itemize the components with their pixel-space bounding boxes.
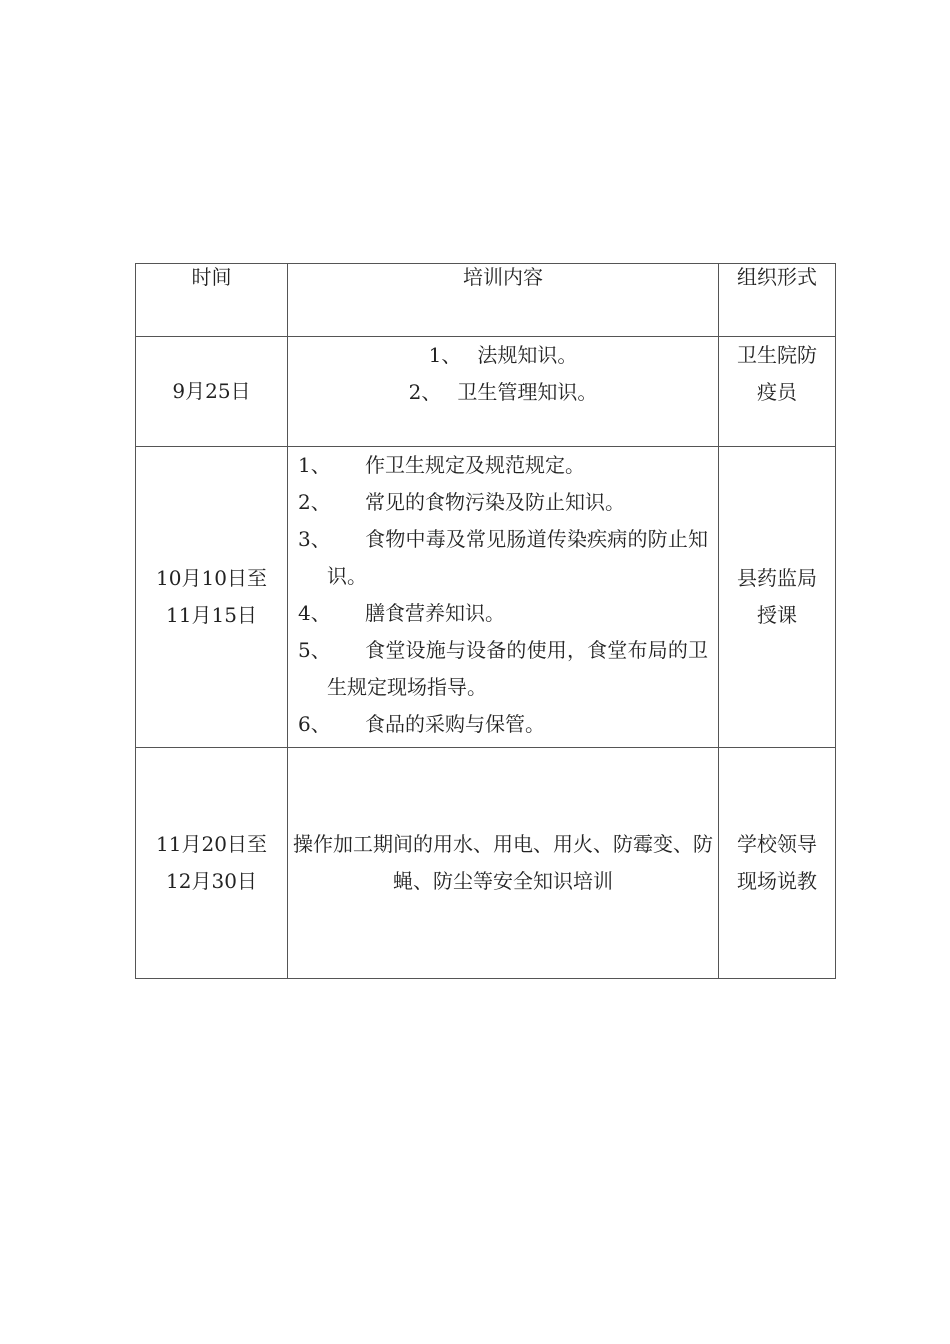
org-line: 县药监局 [737, 566, 817, 590]
content-cell [288, 748, 719, 979]
org-line: 学校领导 [737, 832, 817, 856]
time-line: 10月10日至 [156, 566, 267, 590]
header-content: 培训内容 [288, 264, 719, 337]
org-cell [719, 748, 836, 979]
training-schedule-table [135, 263, 836, 979]
org-line: 卫生院防 [737, 343, 817, 367]
org-line: 现场说教 [737, 869, 817, 893]
list-item: 5、 食堂设施与设备的使用，食堂布局的卫生规定现场指导。 [298, 638, 708, 699]
table-header-row [136, 264, 836, 337]
header-org: 组织形式 [719, 264, 836, 337]
org-cell [719, 337, 836, 447]
list-item: 2、 常见的食物污染及防止知识。 [298, 490, 625, 514]
header-time: 时间 [136, 264, 288, 337]
time-line: 11月15日 [166, 603, 257, 627]
time-line: 11月20日至 [156, 832, 267, 856]
time-cell [136, 447, 288, 748]
list-item: 1、 作卫生规定及规范规定。 [298, 453, 585, 477]
content-list [288, 337, 718, 411]
org-line: 授课 [757, 603, 797, 627]
time-cell [136, 337, 288, 447]
org-cell [719, 447, 836, 748]
content-text: 操作加工期间的用水、用电、用火、防霉变、防蝇、防尘等安全知识培训 [293, 832, 713, 893]
content-list [288, 447, 718, 747]
time-text: 9月25日 [172, 379, 251, 403]
table-row [136, 337, 836, 447]
list-item: 3、 食物中毒及常见肠道传染疾病的防止知识。 [298, 527, 708, 588]
org-line: 疫员 [757, 380, 797, 404]
content-cell [288, 337, 719, 447]
time-cell [136, 748, 288, 979]
list-item: 1、 法规知识。 [428, 343, 578, 367]
time-line: 12月30日 [166, 869, 257, 893]
list-item: 4、 膳食营养知识。 [298, 601, 505, 625]
content-cell [288, 447, 719, 748]
list-item: 6、 食品的采购与保管。 [298, 712, 545, 736]
table-row [136, 748, 836, 979]
list-item: 2、 卫生管理知识。 [408, 380, 598, 404]
table-row [136, 447, 836, 748]
